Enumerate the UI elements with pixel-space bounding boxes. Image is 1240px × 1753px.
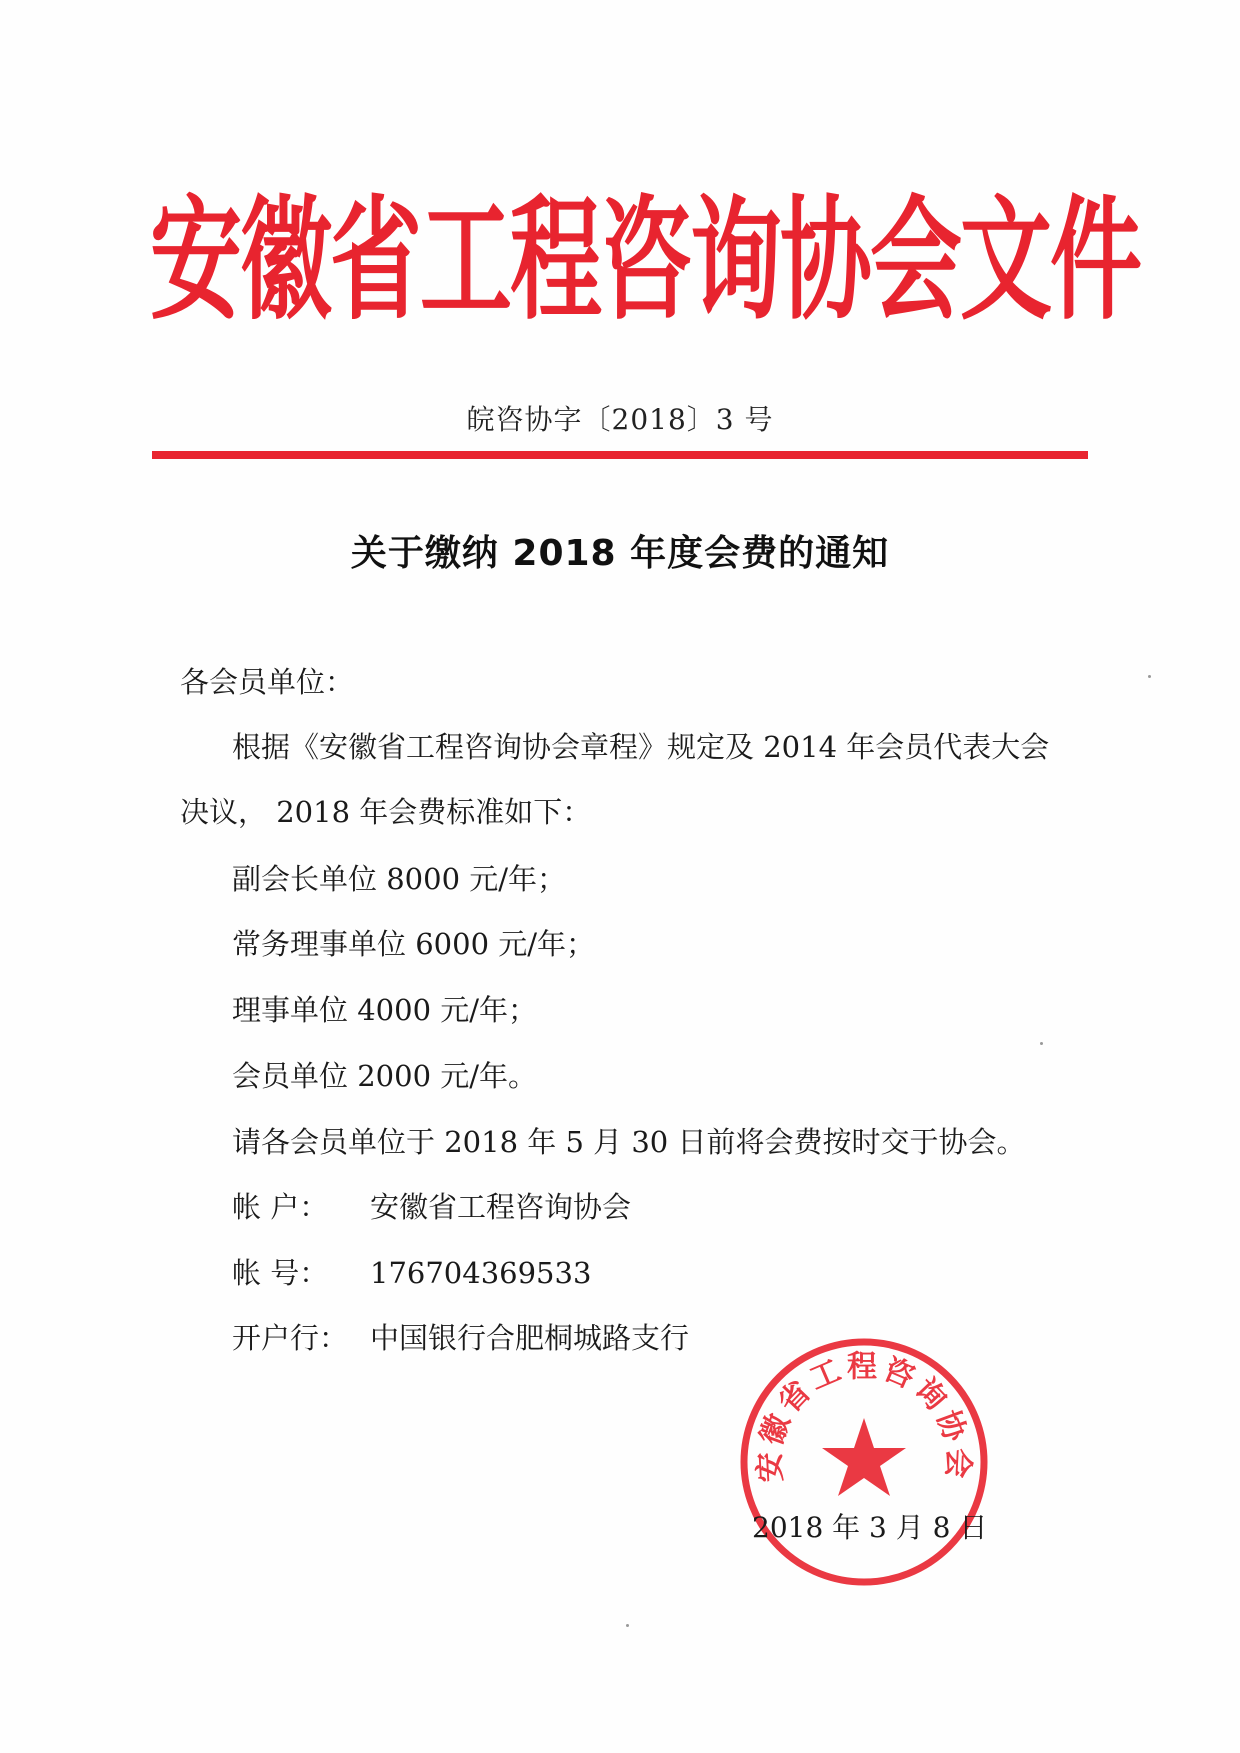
official-seal: [738, 1336, 990, 1588]
bank-field-value: 中国银行合肥桐城路支行: [370, 1321, 690, 1355]
fee-item-member: 会员单位 2000 元/年。: [232, 1059, 538, 1093]
header-divider: [152, 451, 1088, 459]
bank-branch-row: [232, 1316, 1132, 1357]
bank-field-label: 帐 户：: [232, 1190, 329, 1224]
seal-text: 安徽省工程咨询协会: [752, 1349, 976, 1483]
issue-date: 2018 年 3 月 8 日: [752, 1511, 988, 1544]
paragraph-line: 根据《安徽省工程咨询协会章程》规定及 2014 年会员代表大会: [232, 730, 1050, 764]
bank-field-label: 帐 号：: [232, 1256, 329, 1290]
paragraph-line: 决议， 2018 年会费标准如下：: [180, 795, 592, 829]
salutation: 各会员单位：: [180, 665, 355, 699]
bank-field-value: 安徽省工程咨询协会: [370, 1190, 632, 1224]
fee-item-director: 理事单位 4000 元/年；: [232, 993, 538, 1027]
fee-item-executive-director: 常务理事单位 6000 元/年；: [232, 927, 596, 961]
bank-field-value: 176704369533: [370, 1256, 592, 1290]
star-icon: [822, 1418, 906, 1496]
scan-speck: [626, 1624, 629, 1627]
notice-title: 关于缴纳 2018 年度会费的通知: [350, 533, 890, 574]
bank-field-label: 开户行：: [232, 1321, 349, 1355]
payment-deadline: 请各会员单位于 2018 年 5 月 30 日前将会费按时交于协会。: [232, 1125, 1026, 1159]
scan-speck: [1148, 675, 1151, 678]
bank-account-number-row: [232, 1251, 1132, 1292]
bank-account-name-row: [232, 1185, 1132, 1226]
fee-item-vice-president: 副会长单位 8000 元/年；: [232, 862, 567, 896]
scan-speck: [1040, 1042, 1043, 1045]
document-header-title: 安徽省工程咨询协会文件: [150, 181, 1141, 339]
document-number: 皖咨协字〔2018〕3 号: [466, 403, 774, 436]
